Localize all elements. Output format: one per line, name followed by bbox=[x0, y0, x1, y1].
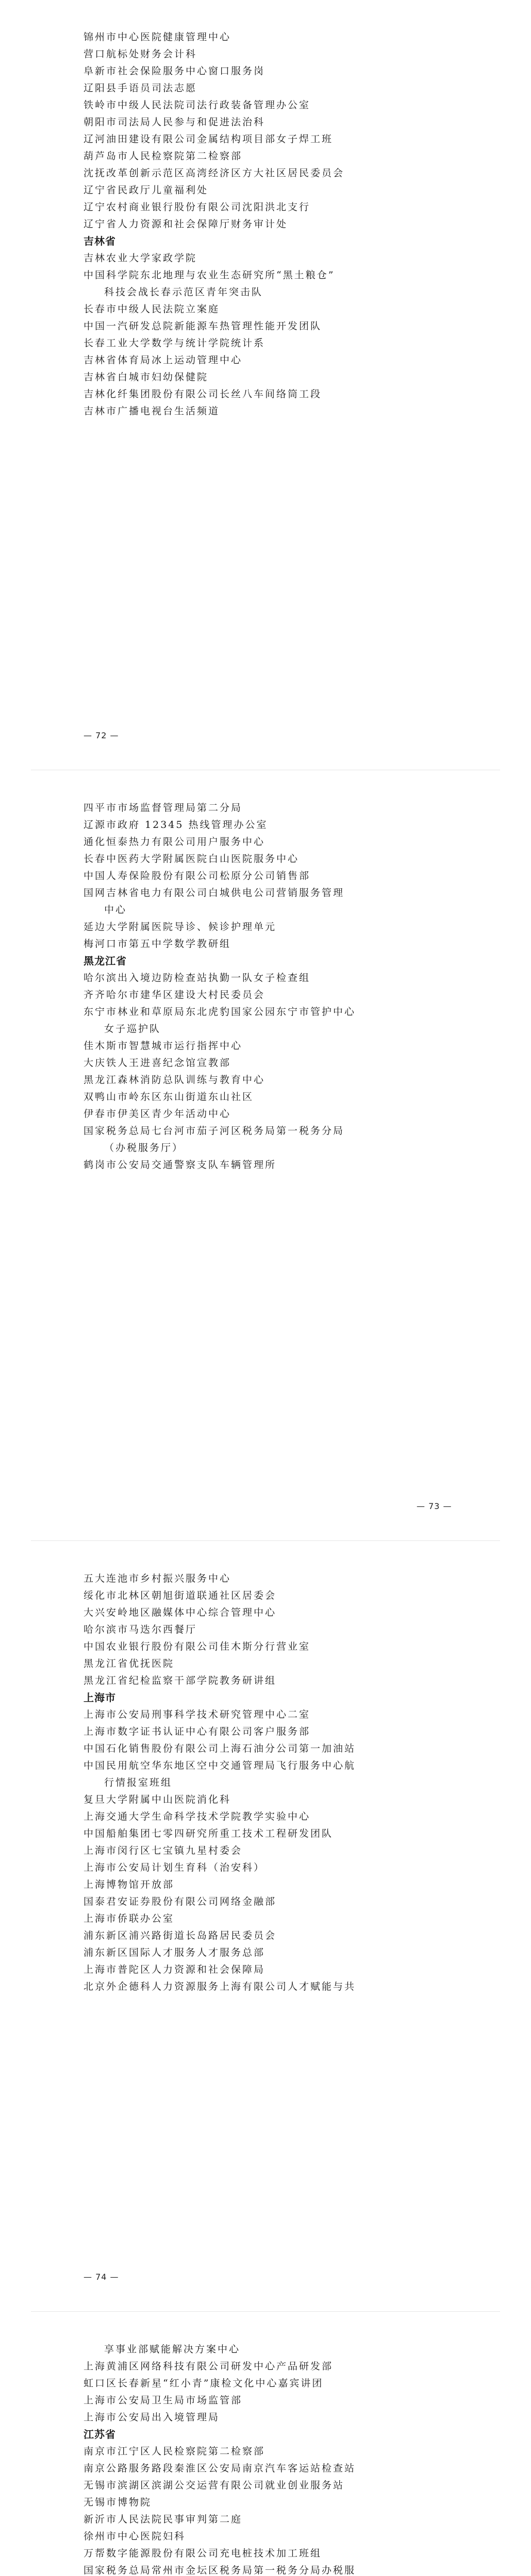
list-item: 长春工业大学数学与统计学院统计系 bbox=[84, 337, 266, 349]
list-item: 朝阳市司法局人民参与和促进法治科 bbox=[84, 116, 266, 128]
list-item: 双鸭山市岭东区东山街道东山社区 bbox=[84, 1091, 254, 1103]
list-item: 南京公路服务路段秦淮区公安局南京汽车客运站检查站 bbox=[84, 2463, 356, 2474]
page-content bbox=[84, 1570, 447, 1995]
list-item: 大庆铁人王进喜纪念馆宣教部 bbox=[84, 1057, 231, 1069]
list-item-continuation: 中心 bbox=[104, 904, 127, 916]
list-item: 上海市侨联办公室 bbox=[84, 1913, 175, 1924]
list-item: 吉林省体育局冰上运动管理中心 bbox=[84, 354, 243, 366]
list-item: 伊春市伊美区青少年活动中心 bbox=[84, 1108, 231, 1120]
list-item: 上海市数字证书认证中心有限公司客户服务部 bbox=[84, 1726, 311, 1737]
list-item: 哈尔滨出入境边防检查站执勤一队女子检查组 bbox=[84, 972, 311, 984]
list-item: 中国科学院东北地理与农业生态研究所“黑土粮仓” bbox=[84, 269, 335, 281]
page-divider bbox=[31, 2311, 500, 2312]
list-item: 中国石化销售股份有限公司上海石油分公司第一加油站 bbox=[84, 1743, 356, 1754]
document-page bbox=[0, 1541, 531, 2312]
page-number: — 73 — bbox=[417, 1501, 452, 1511]
list-item: 上海市公安局计划生育科（治安科） bbox=[84, 1862, 266, 1873]
list-item: 营口航标处财务会计科 bbox=[84, 48, 197, 60]
list-item: 辽阳县手语员司法志愿 bbox=[84, 82, 197, 94]
list-item: 大兴安岭地区融媒体中心综合管理中心 bbox=[84, 1607, 277, 1618]
list-item: 国家税务总局七台河市茄子河区税务局第一税务分局 bbox=[84, 1125, 345, 1137]
list-item: 国家税务总局常州市金坛区税务局第一税务分局办税服 bbox=[84, 2565, 356, 2576]
list-item: 绥化市北林区朝旭街道联通社区居委会 bbox=[84, 1590, 277, 1601]
list-item: 鹤岗市公安局交通警察支队车辆管理所 bbox=[84, 1159, 277, 1171]
list-item: 五大连池市乡村振兴服务中心 bbox=[84, 1573, 231, 1584]
list-item: 中国农业银行股份有限公司佳木斯分行营业室 bbox=[84, 1641, 311, 1652]
list-item: 中国船舶集团七零四研究所重工技术工程研发团队 bbox=[84, 1828, 334, 1839]
page-number: — 72 — bbox=[84, 731, 119, 740]
list-item: 中国一汽研发总院新能源车热管理性能开发团队 bbox=[84, 320, 322, 332]
list-item: 上海市闵行区七宝镇九星村委会 bbox=[84, 1845, 243, 1856]
list-item: 新沂市人民法院民事审判第二庭 bbox=[84, 2514, 243, 2525]
list-item: 辽宁省人力资源和社会保障厅财务审计处 bbox=[84, 218, 288, 230]
province-heading: 吉林省 bbox=[84, 235, 116, 247]
list-item: 虹口区长春新星“红小青”康检文化中心嘉宾讲团 bbox=[84, 2378, 324, 2389]
list-item: 国网吉林省电力有限公司白城供电公司营销服务管理 bbox=[84, 887, 345, 899]
list-item: 北京外企德科人力资源服务上海有限公司人才赋能与共 bbox=[84, 1981, 356, 1992]
list-item: 葫芦岛市人民检察院第二检察部 bbox=[84, 150, 243, 162]
list-item: 国泰君安证券股份有限公司网络金融部 bbox=[84, 1896, 277, 1907]
list-item-continuation: 享事业部赋能解决方案中心 bbox=[104, 2344, 241, 2355]
list-item: 吉林市广播电视台生活频道 bbox=[84, 405, 220, 417]
list-item: 徐州市中心医院妇科 bbox=[84, 2531, 186, 2542]
list-item: 中国民用航空华东地区空中交通管理局飞行服务中心航 bbox=[84, 1760, 356, 1771]
list-item: 辽宁省民政厅儿童福利处 bbox=[84, 184, 209, 196]
list-item: 沈抚改革创新示范区高湾经济区方大社区居民委员会 bbox=[84, 167, 345, 179]
list-item-continuation: 科技会战长春示范区青年突击队 bbox=[104, 286, 263, 298]
list-item: 黑龙江省优抚医院 bbox=[84, 1658, 175, 1669]
list-item: 中国人寿保险股份有限公司松原分公司销售部 bbox=[84, 870, 311, 882]
list-item: 万帮数字能源股份有限公司充电桩技术加工班组 bbox=[84, 2548, 322, 2559]
list-item: 辽河油田建设有限公司金属结构项目部女子焊工班 bbox=[84, 133, 334, 145]
province-heading: 上海市 bbox=[84, 1691, 116, 1704]
list-item: 上海黄浦区网络科技有限公司研发中心产品研发部 bbox=[84, 2361, 334, 2372]
list-item: 延边大学附属医院导诊、候诊护理单元 bbox=[84, 921, 277, 933]
list-item: 吉林省白城市妇幼保健院 bbox=[84, 371, 209, 383]
list-item: 上海市普陀区人力资源和社会保障局 bbox=[84, 1964, 266, 1975]
page-content bbox=[84, 29, 447, 420]
list-item: 吉林农业大学家政学院 bbox=[84, 252, 197, 264]
list-item: 复旦大学附属中山医院消化科 bbox=[84, 1794, 231, 1805]
list-item: 通化恒泰热力有限公司用户服务中心 bbox=[84, 836, 266, 848]
list-item: 上海博物馆开放部 bbox=[84, 1879, 175, 1890]
list-item: 长春市中级人民法院立案庭 bbox=[84, 303, 220, 315]
list-item: 铁岭市中级人民法院司法行政装备管理办公室 bbox=[84, 99, 311, 111]
list-item: 吉林化纤集团股份有限公司长丝八车间络筒工段 bbox=[84, 388, 322, 400]
list-item: 浦东新区浦兴路街道长岛路居民委员会 bbox=[84, 1930, 277, 1941]
list-item: 无锡市滨湖区滨湖公交运营有限公司就业创业服务站 bbox=[84, 2480, 345, 2491]
province-heading: 黑龙江省 bbox=[84, 955, 127, 967]
list-item: 上海市公安局卫生局市场监管部 bbox=[84, 2395, 243, 2406]
list-item: 上海市公安局出入境管理局 bbox=[84, 2412, 220, 2423]
list-item: 浦东新区国际人才服务人才服务总部 bbox=[84, 1947, 266, 1958]
list-item: 无锡市博物院 bbox=[84, 2497, 152, 2508]
list-item: 佳木斯市智慧城市运行指挥中心 bbox=[84, 1040, 243, 1052]
page-content bbox=[84, 2341, 447, 2576]
list-item: 阜新市社会保险服务中心窗口服务岗 bbox=[84, 65, 266, 77]
list-item: 辽源市政府 12345 热线管理办公室 bbox=[84, 819, 268, 831]
list-item: 齐齐哈尔市建华区建设大村民委员会 bbox=[84, 989, 266, 1001]
list-item: 上海交通大学生命科学技术学院教学实验中心 bbox=[84, 1811, 311, 1822]
list-item: 辽宁农村商业银行股份有限公司沈阳洪北支行 bbox=[84, 201, 311, 213]
document-page bbox=[0, 2312, 531, 2576]
list-item: 锦州市中心医院健康管理中心 bbox=[84, 31, 231, 43]
list-item-continuation: （办税服务厅） bbox=[104, 1142, 184, 1154]
list-item: 上海市公安局刑事科学技术研究管理中心二室 bbox=[84, 1709, 311, 1720]
list-item: 东宁市林业和草原局东北虎豹国家公园东宁市管护中心 bbox=[84, 1006, 356, 1018]
list-item-continuation: 女子巡护队 bbox=[104, 1023, 161, 1035]
document-page bbox=[0, 0, 531, 771]
page-content bbox=[84, 800, 447, 1174]
page-number: — 74 — bbox=[84, 2272, 119, 2282]
list-item: 黑龙江森林消防总队训练与教育中心 bbox=[84, 1074, 266, 1086]
list-item: 黑龙江省纪检监察干部学院教务研讲组 bbox=[84, 1675, 277, 1686]
list-item: 梅河口市第五中学数学教研组 bbox=[84, 938, 231, 950]
page-divider bbox=[31, 1540, 500, 1541]
list-item: 南京市江宁区人民检察院第二检察部 bbox=[84, 2446, 266, 2457]
list-item-continuation: 行情报室班组 bbox=[104, 1777, 173, 1788]
document-page bbox=[0, 771, 531, 1541]
list-item: 哈尔滨市马迭尔西餐厅 bbox=[84, 1624, 197, 1635]
list-item: 长春中医药大学附属医院白山医院服务中心 bbox=[84, 853, 300, 865]
list-item: 四平市市场监督管理局第二分局 bbox=[84, 802, 243, 814]
province-heading: 江苏省 bbox=[84, 2428, 116, 2441]
